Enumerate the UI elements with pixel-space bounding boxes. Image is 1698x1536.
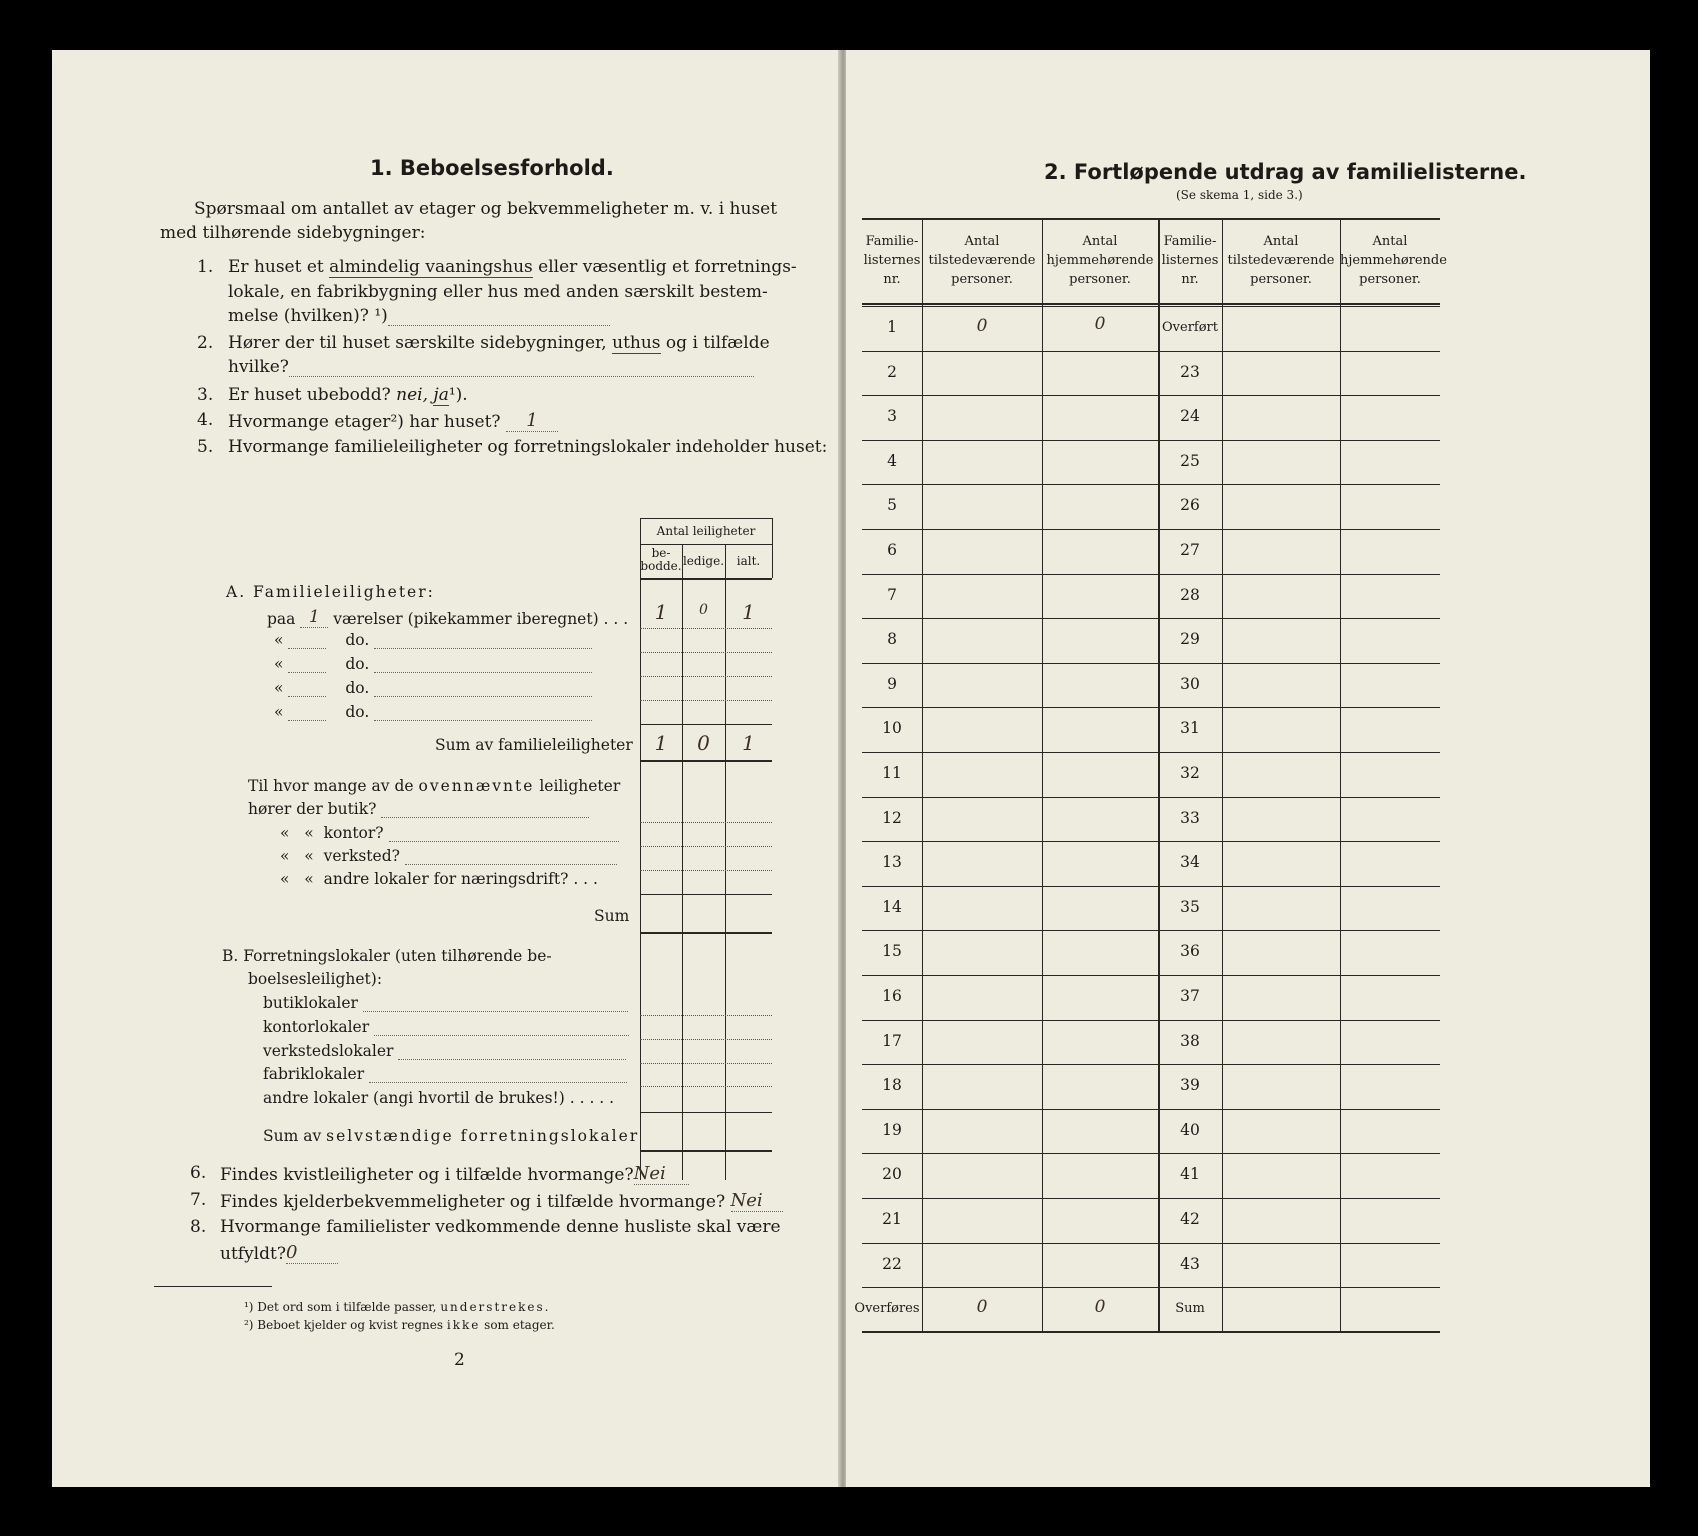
row-number-left: 13 [882,853,902,872]
row-number-right: 39 [1180,1076,1200,1095]
sectionB-kontorlokaler: kontorlokaler [263,1018,629,1036]
row-number-left: 20 [882,1165,902,1184]
row-number-right: Overført [1162,320,1218,335]
page-number: 2 [454,1350,465,1370]
table-header-group: Antal leiligheter [656,524,756,538]
section2-title: 2. Fortløpende utdrag av familielisterne. [1044,160,1527,184]
q8-number: 8. [190,1217,207,1237]
row-number-left: 3 [887,407,897,426]
row-number-left: 9 [887,674,897,693]
row-number-left: 16 [882,987,902,1005]
footer-sum: Sum [1175,1301,1205,1317]
sum-ialt: 1 [742,731,755,755]
businessQ-line1: Til hvor mange av de ovennævnte leiligheter [248,777,621,795]
businessQ-sum: Sum [594,907,630,925]
row-number-right: 42 [1180,1210,1200,1228]
q4-text: Hvormange etager²) har huset? 1 [228,410,558,432]
row-number-right: 31 [1180,719,1200,738]
row-number-left: 22 [882,1254,902,1273]
row-number-left: 7 [887,585,897,604]
q2-line2: hvilke? [228,357,754,377]
row-number-left: 15 [882,942,902,961]
table-header-bebodde: be- bodde. [640,546,682,573]
header-col-1: Familie- listernes nr. [863,234,921,287]
q1-line2: lokale, en fabrikbygning eller hus med anden særskilt bestem- [228,282,768,302]
footnote-2: ²) Beboet kjelder og kvist regnes ikke som etager. [244,1318,555,1332]
section2-subtitle: (Se skema 1, side 3.) [1176,188,1303,202]
sectionB-verkstedslokaler: verkstedslokaler [263,1042,626,1060]
q1-line3: melse (hvilken)? ¹) [228,306,610,326]
row-number-right: 33 [1180,808,1200,827]
q6-number: 6. [190,1163,207,1183]
row-number-left: 21 [882,1210,902,1228]
header-col-3: Antal hjemmehørende personer. [1046,234,1154,287]
q7-text: Findes kjelderbekvemmeligheter og i tilfælde hvormange? Nei [220,1190,783,1212]
row-number-left: 2 [887,362,897,381]
row-number-right: 40 [1180,1120,1200,1139]
row-number-right: 41 [1180,1165,1200,1184]
sectionB-sum: Sum av selvstændige forretningslokaler [263,1127,640,1145]
row-number-right: 26 [1180,496,1200,515]
footer-home-value: 0 [1094,1297,1106,1318]
sectionA-row1: paa 1 værelser (pikekammer iberegnet) . . . [267,607,629,628]
businessQ-butik: hører der butik? [248,800,589,818]
row-number-right: 29 [1180,630,1200,649]
header-col-2: Antal tilstedeværende personer. [928,234,1036,287]
row1-present-value: 0 [976,316,988,336]
q8-answer: 0 [285,1242,298,1263]
row-number-right: 38 [1180,1031,1200,1050]
section1-title: 1. Beboelsesforhold. [370,156,614,180]
row-number-left: 8 [887,630,897,649]
q1-line1: Er huset et almindelig vaaningshus eller væsentlig et forretnings- [228,257,797,277]
intro-line2: med tilhørende sidebygninger: [160,223,426,243]
row-number-left: 18 [882,1076,902,1095]
sectionA-sum-label: Sum av familieleiligheter [435,736,633,754]
q4-number: 4. [197,410,214,430]
left-page [52,50,840,1487]
ditto-row-5: « do. [274,703,592,721]
footer-present-value: 0 [976,1297,988,1318]
sectionB-andre: andre lokaler (angi hvortil de brukes!) . . . . . [263,1089,615,1107]
footer-overfores: Overføres [854,1301,920,1317]
row-number-right: 43 [1180,1254,1200,1273]
q6-text: Findes kvistleiligheter og i tilfælde hvormange?Nei [220,1163,689,1185]
footnote-1: ¹) Det ord som i tilfælde passer, understrekes. [244,1300,551,1314]
row-number-right: 34 [1180,853,1200,872]
row-number-right: 28 [1180,585,1200,604]
sum-bebodde: 1 [654,731,668,755]
row-number-left: 19 [882,1120,902,1139]
q8-line2: utfyldt?0 [220,1242,338,1264]
row1-ialt: 1 [742,600,755,624]
q6-answer: Nei [633,1163,666,1184]
sectionA-title: A. Familieleiligheter: [226,583,435,601]
q7-number: 7. [190,1190,207,1210]
row-number-right: 37 [1180,987,1200,1005]
row-number-right: 36 [1180,942,1200,961]
row-number-right: 23 [1180,362,1200,381]
header-col-5: Antal tilstedeværende personer. [1227,234,1335,287]
businessQ-verksted: « « verksted? [280,847,617,865]
row-number-left: 14 [882,897,902,916]
ditto-row-3: « do. [274,655,592,673]
q8-line1: Hvormange familielister vedkommende denne husliste skal være [220,1217,781,1237]
businessQ-kontor: « « kontor? [280,824,619,842]
sectionB-butiklokaler: butiklokaler [263,994,628,1012]
row-number-left: 17 [882,1031,902,1050]
header-col-6: Antal hjemmehørende personer. [1340,234,1447,287]
sectionB-fabriklokaler: fabriklokaler [263,1065,627,1083]
q1-number: 1. [197,257,214,277]
q7-answer: Nei [730,1190,763,1211]
q3-text: Er huset ubebodd? nei, ja¹). [228,385,468,405]
right-page [846,50,1650,1487]
ditto-row-4: « do. [274,679,592,697]
row-number-left: 11 [882,764,902,782]
q2-line1: Hører der til huset særskilte sidebygninger, uthus og i tilfælde [228,333,770,353]
businessQ-andre: « « andre lokaler for næringsdrift? . . . [280,870,598,888]
sectionB-title1: B. Forretningslokaler (uten tilhørende be- [222,947,552,965]
row1-ledige: 0 [699,602,708,618]
row-number-left: 5 [887,496,897,515]
row1-home-value: 0 [1094,314,1106,334]
row-number-left: 6 [887,541,897,559]
header-col-4: Familie- listernes nr. [1161,234,1219,287]
q3-number: 3. [197,385,214,405]
q4-answer: 1 [526,410,538,431]
row-number-right: 27 [1180,541,1200,559]
row-number-left: 4 [887,451,897,470]
table-header-ialt: ialt. [736,554,761,568]
row-number-left: 12 [882,808,902,827]
row-number-right: 35 [1180,897,1200,916]
table-header-ledige: ledige. [682,554,725,568]
sectionB-title2: boelsesleilighet): [248,970,383,988]
q5-number: 5. [197,437,214,457]
row-number-right: 30 [1180,674,1200,693]
sum-ledige: 0 [697,731,710,755]
q5-text: Hvormange familieleiligheter og forretningslokaler indeholder huset: [228,437,828,457]
row-number-right: 25 [1180,451,1200,470]
row-number-right: 32 [1180,764,1200,782]
row-number-left: 10 [882,719,902,738]
intro-line1: Spørsmaal om antallet av etager og bekvemmeligheter m. v. i huset [194,199,778,219]
row-number-left: 1 [887,318,897,336]
q2-number: 2. [197,333,214,353]
row-number-right: 24 [1180,407,1200,426]
row1-bebodde: 1 [654,600,668,624]
ditto-row-2: « do. [274,631,592,649]
